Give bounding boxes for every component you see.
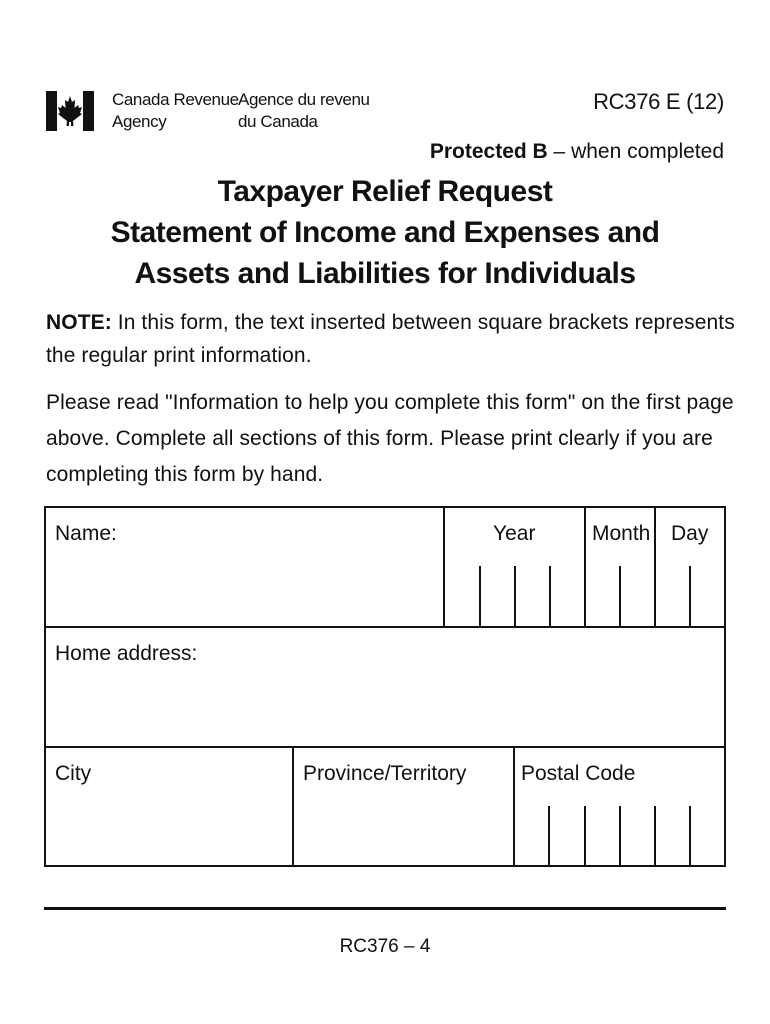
page-number: RC376 – 4 <box>339 936 431 957</box>
agency-en-line1: Canada Revenue <box>112 90 239 109</box>
city-field[interactable] <box>46 796 292 865</box>
home-address-label: Home address: <box>55 642 198 665</box>
agency-en-line2: Agency <box>112 112 167 131</box>
agency-name-english <box>112 89 239 133</box>
instructions-paragraph: Please read "Information to help you complete this form" on the first page above. Complete all sections of this form. Please print clearly if you are completing this form by hand. <box>46 391 734 486</box>
name-field[interactable] <box>46 556 442 626</box>
form-code: RC376 E (12) <box>593 89 724 114</box>
name-label: Name: <box>55 522 117 545</box>
note-label: NOTE: <box>46 311 112 334</box>
agency-fr-line2: du Canada <box>238 112 318 131</box>
title-line-3: Assets and Liabilities for Individuals <box>134 257 636 290</box>
title-line-1: Taxpayer Relief Request <box>217 175 553 208</box>
protected-rest: – when completed <box>547 140 724 163</box>
postal-code-label: Postal Code <box>521 762 636 785</box>
title-line-2: Statement of Income and Expenses and <box>110 216 660 249</box>
month-label: Month <box>592 522 651 545</box>
province-label: Province/Territory <box>303 762 467 785</box>
month-field[interactable] <box>586 566 654 626</box>
year-field[interactable] <box>445 566 584 626</box>
note-paragraph <box>46 306 736 372</box>
agency-name-french <box>238 89 370 133</box>
province-field[interactable] <box>294 796 513 865</box>
home-address-field[interactable] <box>46 676 724 746</box>
protected-label: Protected B <box>429 140 548 163</box>
day-label: Day <box>671 522 709 545</box>
canada-flag-icon <box>46 91 94 131</box>
year-label: Year <box>493 522 536 545</box>
protected-notice <box>430 140 724 164</box>
day-field[interactable] <box>656 566 724 626</box>
footer-divider <box>44 907 726 910</box>
note-text: In this form, the text inserted between square brackets represents the regular print information. <box>46 311 735 367</box>
postal-code-field[interactable] <box>515 806 724 865</box>
agency-fr-line1: Agence du revenu <box>238 90 370 109</box>
city-label: City <box>55 762 92 785</box>
